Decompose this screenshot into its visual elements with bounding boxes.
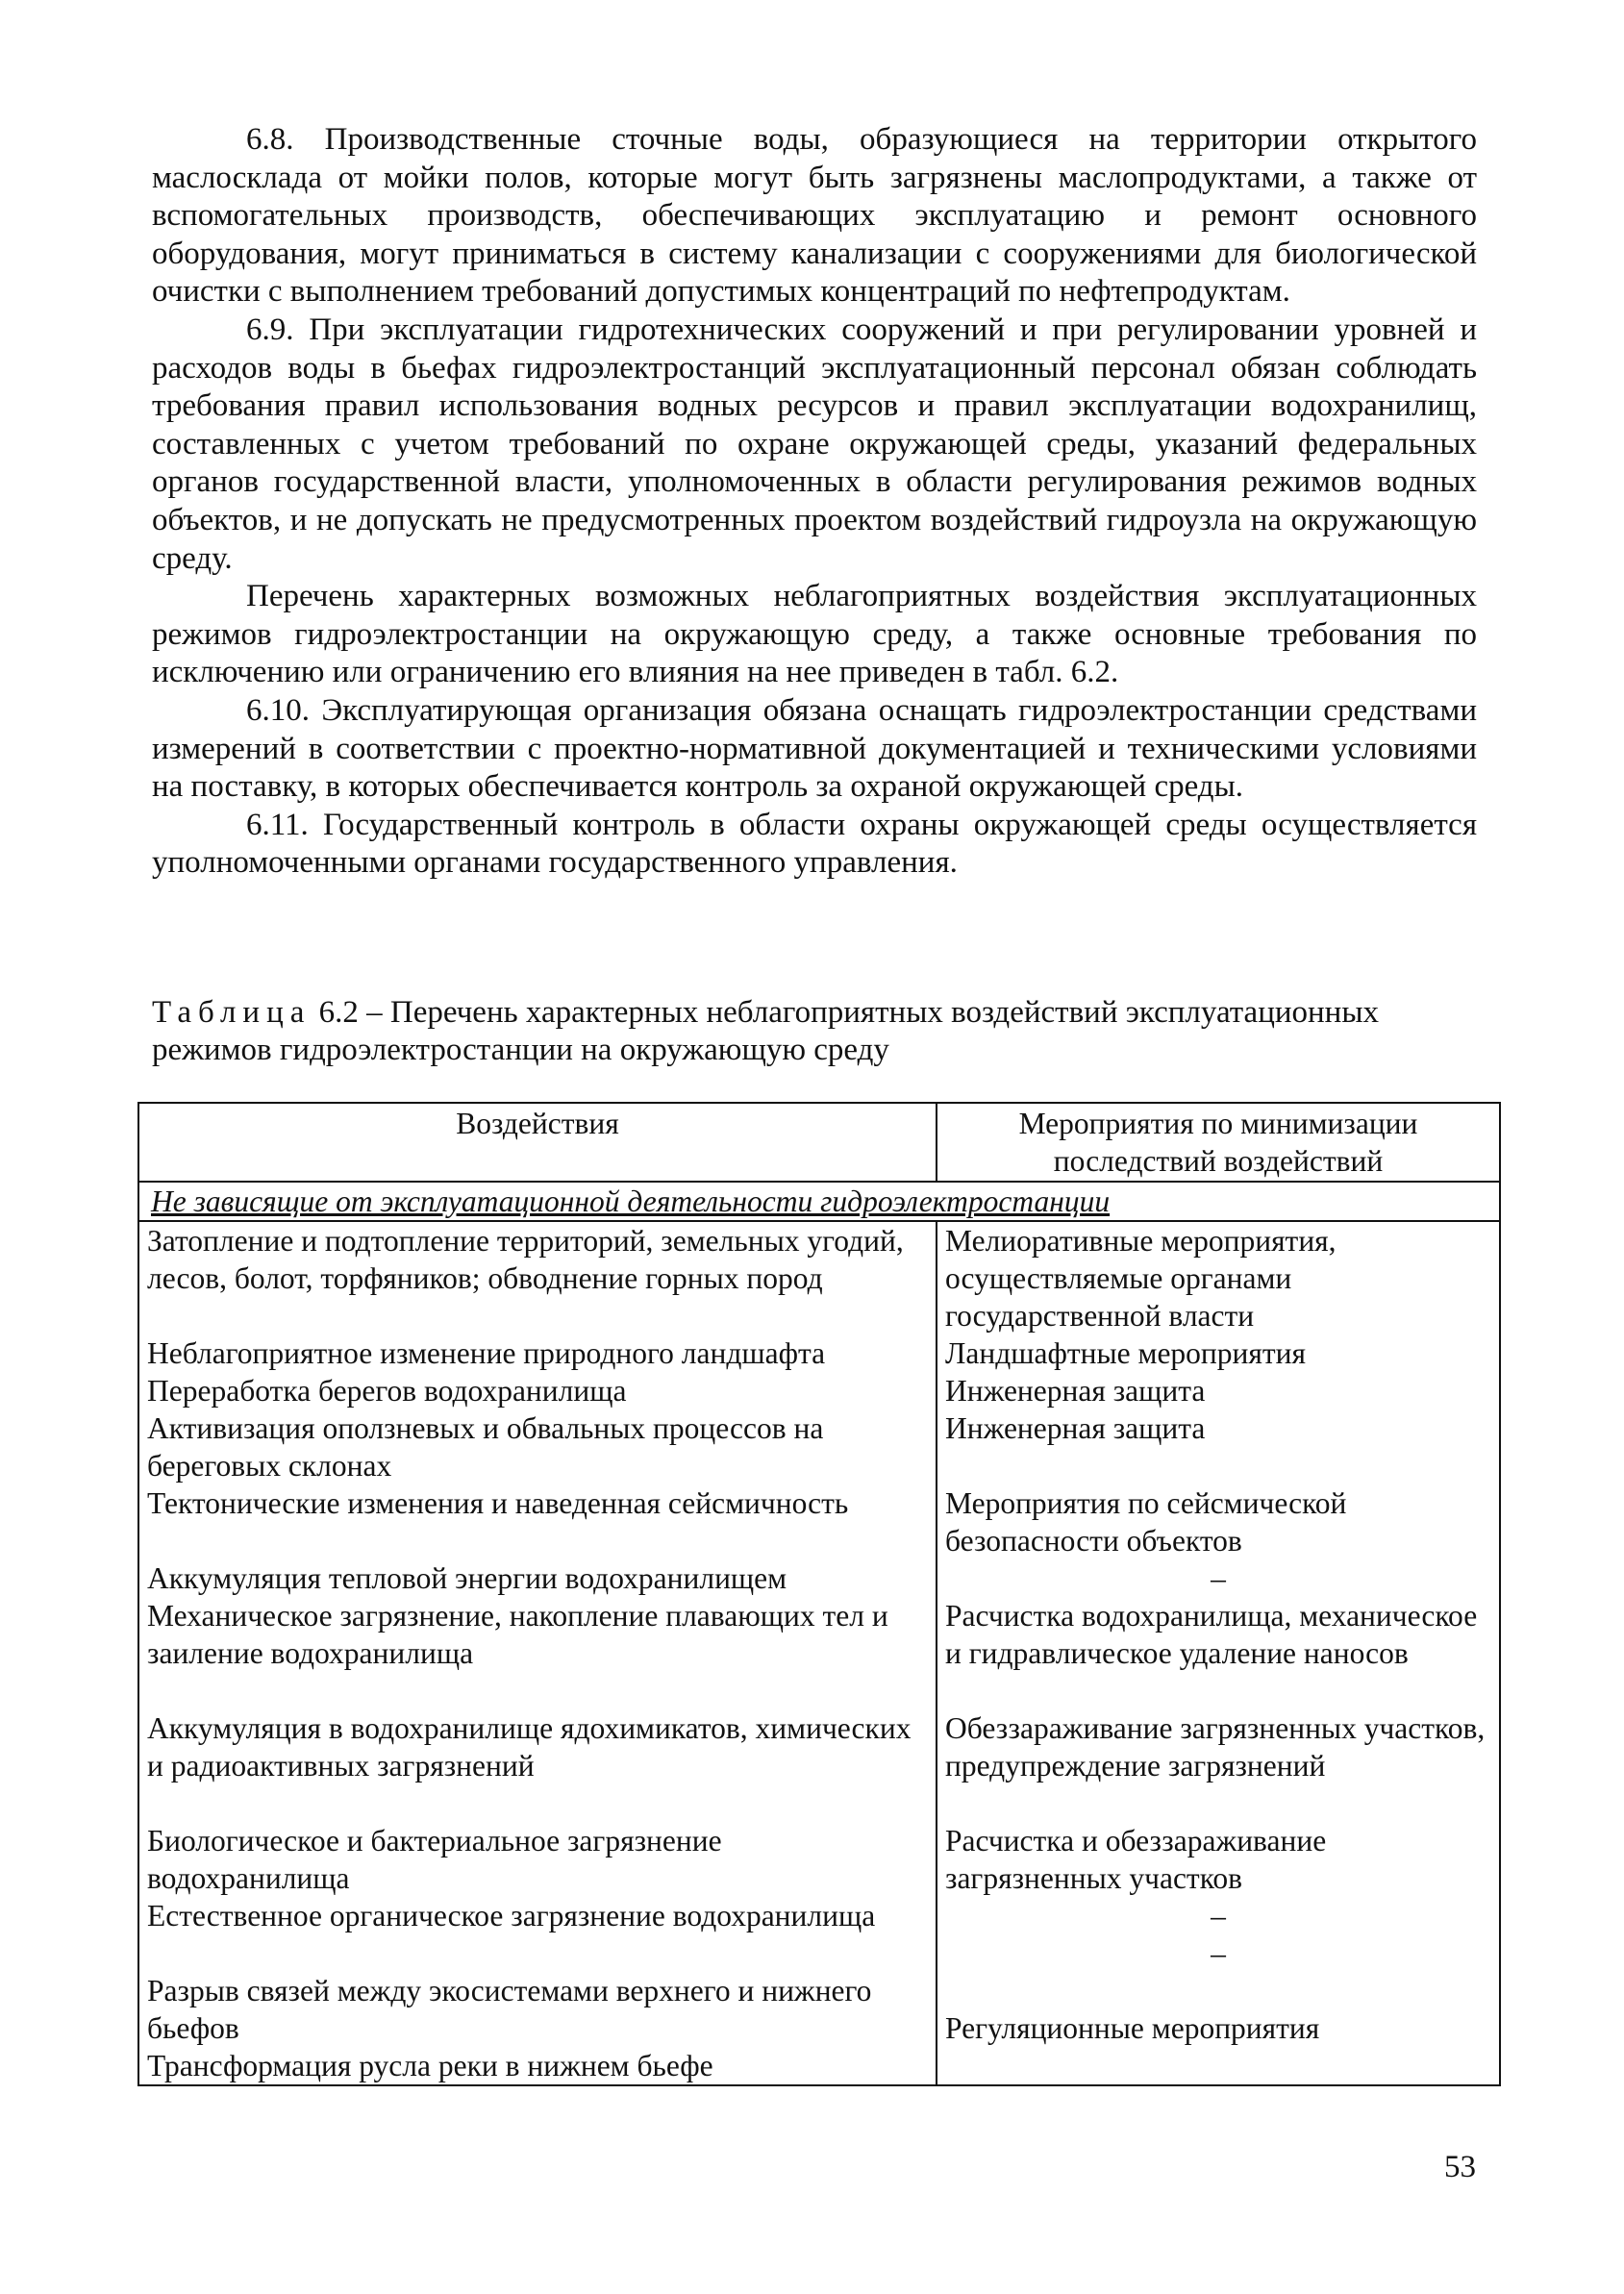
impact-item: Аккумуляция в водохранилище ядохимикатов, химических и радиоактивных загрязнений	[147, 1711, 912, 1783]
paragraph-6-10: 6.10. Эксплуатирующая организация обязана оснащать гидроэлектростанции средствами измерений в соответствии с проектно-нормативной документацией и техническими условиями на поставку, в которых обеспечивается контроль за охраной окружающей среды.	[152, 692, 1477, 805]
measure-item: Регуляционные мероприятия	[945, 2011, 1320, 2045]
measure-item: Расчистка и обеззараживание загрязненных участков	[945, 1824, 1327, 1895]
table-caption-label: Таблица	[152, 995, 312, 1030]
section-row	[138, 1182, 1500, 1221]
paragraph-6-11: 6.11. Государственный контроль в области охраны окружающей среды осуществляется уполномоченными органами государственного управления.	[152, 807, 1477, 881]
impact-item: Неблагоприятное изменение природного ландшафта	[147, 1336, 826, 1370]
paragraph-6-9: 6.9. При эксплуатации гидротехнических сооружений и при регулировании уровней и расходов воды в бьефах гидроэлектростанций эксплуатационный персонал обязан соблюдать требования правил использования водных ресурсов и правил эксплуатации водохранилищ, составленных с учетом требований по охране окружающей среды, указаний федеральных органов государственной власти, уполномоченных в области регулирования режимов водных объектов, и не допускать не предусмотренных проектом воздействий гидроузла на окружающую среду.	[152, 312, 1477, 576]
page-number: 53	[1444, 2150, 1476, 2184]
measure-dash: –	[1211, 1899, 1226, 1932]
measure-item: Расчистка водохранилища, механическое и гидравлическое удаление наносов	[945, 1599, 1478, 1670]
section-title: Не зависящие от эксплуатационной деятельности гидроэлектростанции	[138, 1182, 1500, 1221]
measure-item: Инженерная защита	[945, 1411, 1206, 1445]
body-text	[152, 121, 1477, 883]
impacts-column	[138, 1221, 937, 2085]
impact-item: Затопление и подтопление территорий, земельных угодий, лесов, болот, торфяников; обводнение горных пород	[147, 1224, 904, 1295]
impact-item: Трансформация русла реки в нижнем бьефе	[147, 2049, 713, 2082]
header-measures: Мероприятия по минимизации последствий воздействий	[937, 1103, 1500, 1182]
impact-item: Биологическое и бактериальное загрязнение водохранилища	[147, 1824, 722, 1895]
measure-item: Ландшафтные мероприятия	[945, 1336, 1307, 1370]
impact-item: Аккумуляция тепловой энергии водохранилищем	[147, 1561, 787, 1595]
table-caption	[152, 994, 1477, 1069]
measures-column	[937, 1221, 1500, 2085]
impact-item: Тектонические изменения и наведенная сейсмичность	[147, 1486, 849, 1520]
impact-item: Активизация оползневых и обвальных процессов на береговых склонах	[147, 1411, 824, 1483]
measure-dash: –	[1211, 1936, 1226, 1970]
measure-item: Обеззараживание загрязненных участков, предупреждение загрязнений	[945, 1711, 1486, 1783]
impact-item: Переработка берегов водохранилища	[147, 1374, 627, 1408]
measure-item: Мелиоративные мероприятия, осуществляемые органами государственной власти	[945, 1224, 1337, 1333]
header-impacts: Воздействия	[138, 1103, 937, 1182]
measure-dash: –	[1211, 1561, 1226, 1595]
table-header-row	[138, 1103, 1500, 1182]
paragraph-impacts-list: Перечень характерных возможных неблагоприятных воздействия эксплуатационных режимов гидроэлектростанции на окружающую среду, а также основные требования по исключению или ограничению его влияния на нее приведен в табл. 6.2.	[152, 579, 1477, 690]
measure-item: Мероприятия по сейсмической безопасности объектов	[945, 1486, 1347, 1558]
paragraph-6-8: 6.8. Производственные сточные воды, образующиеся на территории открытого маслосклада от мойки полов, которые могут быть загрязнены маслопродуктами, а также от вспомогательных производств, обеспечивающих эксплуатацию и ремонт основного оборудования, могут приниматься в систему канализации с сооружениями для биологической очистки с выполнением требований допустимых концентраций по нефтепродуктам.	[152, 122, 1477, 310]
impact-item: Естественное органическое загрязнение водохранилища	[147, 1899, 876, 1932]
impact-item: Механическое загрязнение, накопление плавающих тел и заиление водохранилища	[147, 1599, 888, 1670]
table-body-row	[138, 1221, 1500, 2085]
measure-item: Инженерная защита	[945, 1374, 1206, 1408]
impacts-table	[137, 1102, 1501, 2086]
table-caption-text: 6.2 – Перечень характерных неблагоприятных воздействий эксплуатационных режимов гидроэлектростанции на окружающую среду	[152, 995, 1380, 1067]
impacts-table-container	[137, 1102, 1499, 2086]
impact-item: Разрыв связей между экосистемами верхнего и нижнего бьефов	[147, 1974, 872, 2045]
